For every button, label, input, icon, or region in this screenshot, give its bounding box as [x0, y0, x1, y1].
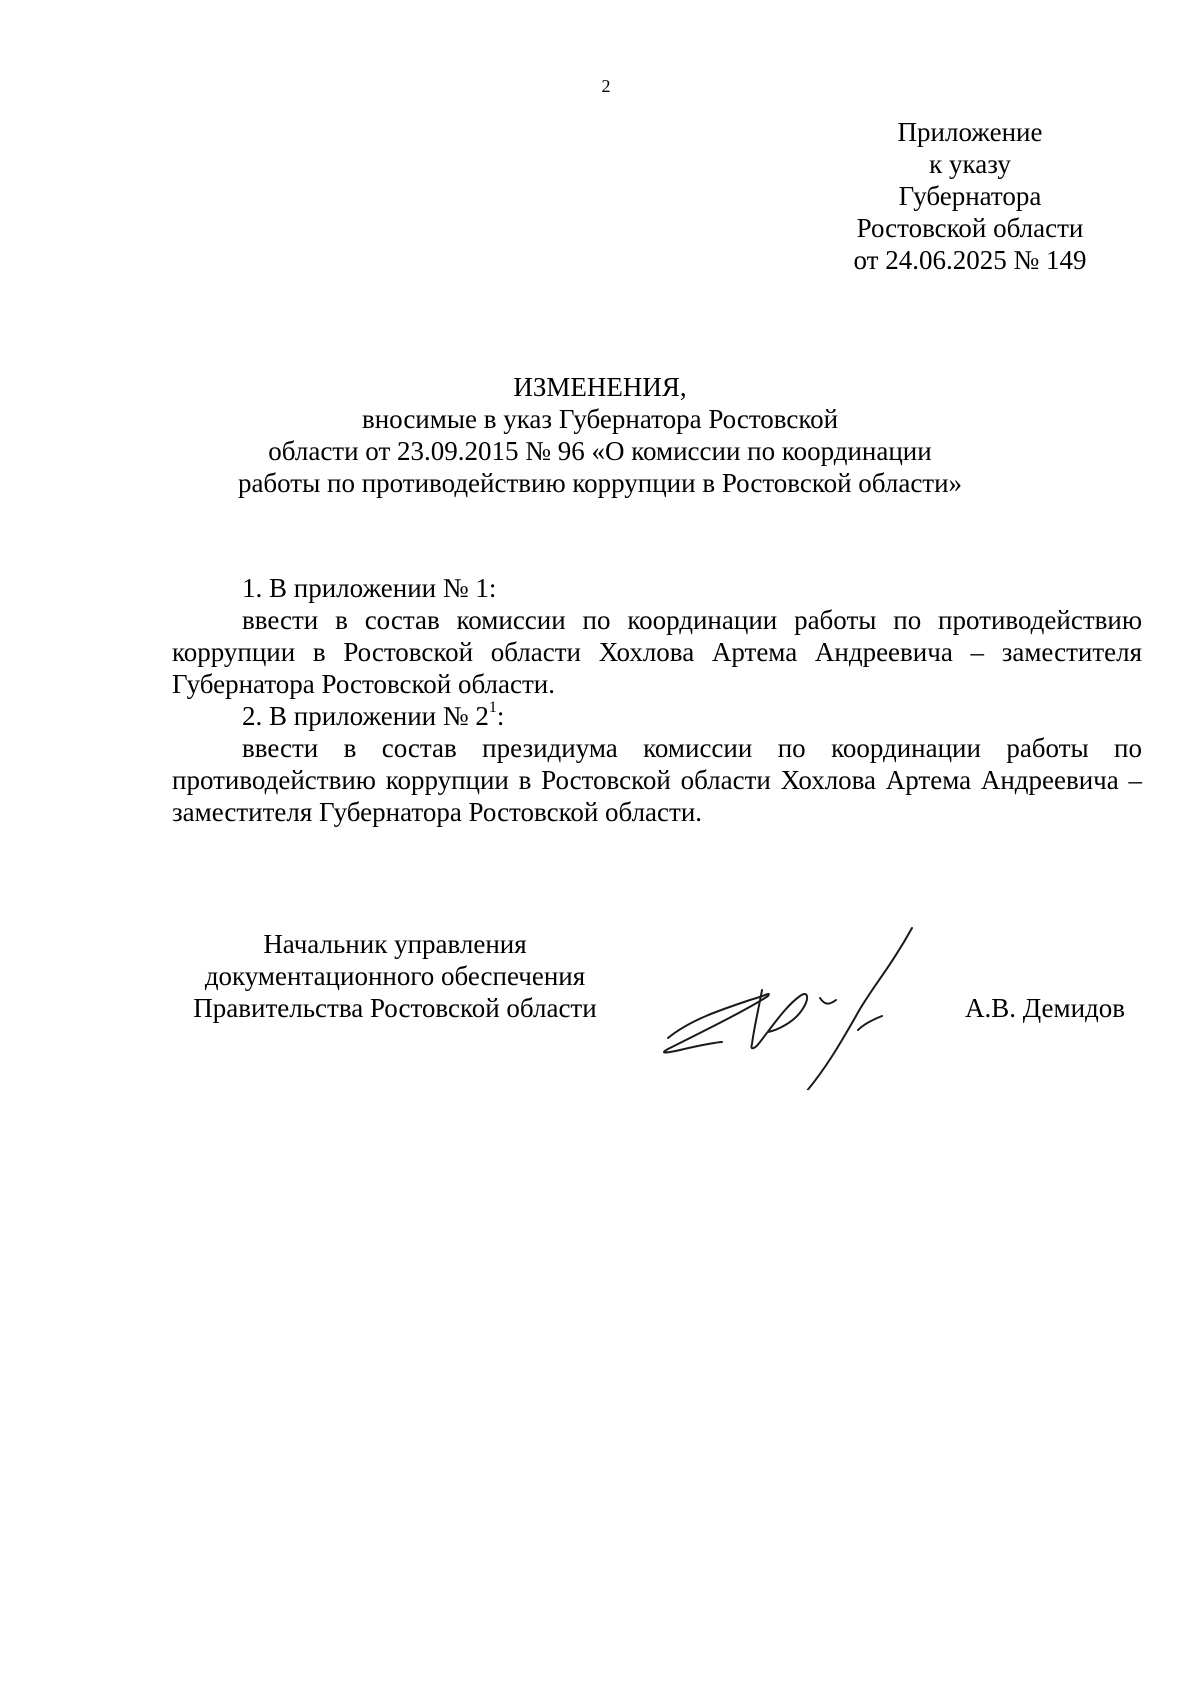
superscript: 1 [488, 699, 497, 716]
title-heading: ИЗМЕНЕНИЯ, [513, 372, 687, 402]
signer-title-line: документационного обеспечения [204, 961, 586, 991]
item-text: ввести в состав комиссии по координации работы по противодействию коррупции в Ростовской области Хохлова Артема Андреевича – заместителя Губернатора Ростовской области. [172, 605, 1142, 699]
appendix-line: Губернатора [898, 181, 1042, 211]
signature-stroke [820, 998, 836, 1004]
signature-stroke [806, 928, 912, 1090]
signature-stroke [664, 994, 769, 1053]
title-line: вносимые в указ Губернатора Ростовской [361, 404, 839, 434]
signer-title [160, 928, 630, 1024]
appendix-line: к указу [929, 149, 1011, 179]
document-title [200, 371, 1000, 499]
item-heading [172, 700, 1142, 732]
signer-title-line: Начальник управления [263, 929, 527, 959]
document-body [172, 572, 1142, 828]
title-line: работы по противодействию коррупции в Ростовской области» [237, 468, 963, 498]
appendix-line: от 24.06.2025 № 149 [853, 245, 1087, 275]
signature-stroke [858, 1016, 882, 1030]
signer-name: А.В. Демидов [965, 993, 1126, 1023]
signature-stroke [751, 990, 807, 1048]
appendix-line: Приложение [897, 117, 1043, 147]
signer-title-line: Правительства Ростовской области [193, 993, 597, 1023]
handwritten-signature [650, 920, 940, 1090]
item-heading-text: 1. В приложении № 1: [242, 573, 497, 603]
item-heading [172, 572, 1142, 604]
page-number: 2 [601, 76, 611, 96]
appendix-line: Ростовской области [856, 213, 1084, 243]
item-heading-suffix: : [496, 701, 505, 731]
appendix-block [820, 116, 1120, 276]
item-heading-text: 2. В приложении № 2 [242, 701, 489, 731]
item-text: ввести в состав президиума комиссии по координации работы по противодействию коррупции в Ростовской области Хохлова Артема Андреевича – заместителя Губернатора Ростовской области. [172, 733, 1142, 827]
title-line: области от 23.09.2015 № 96 «О комиссии по координации [268, 436, 932, 466]
